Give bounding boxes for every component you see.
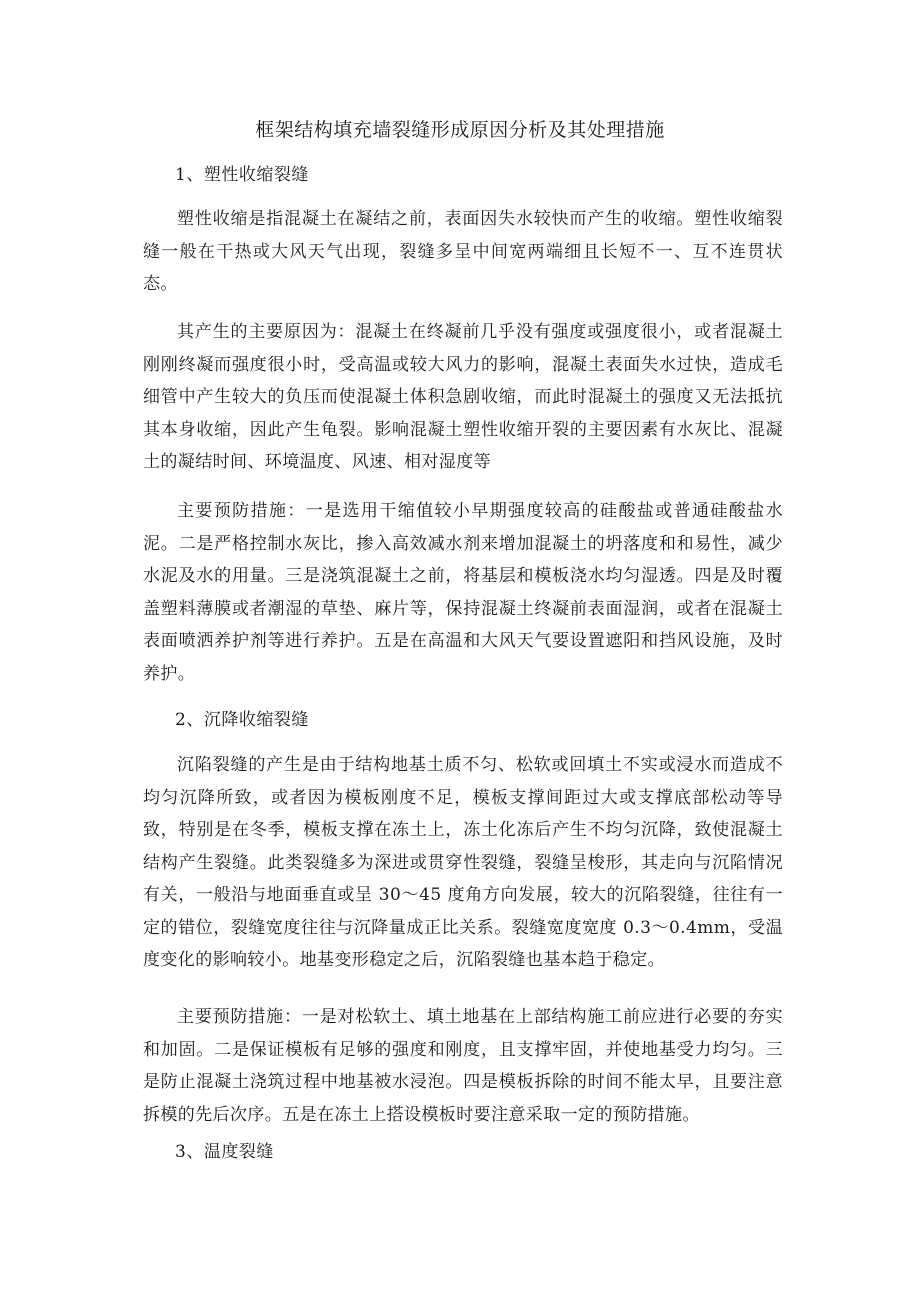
section-heading-2: 2、沉降收缩裂缝 [175, 710, 309, 730]
section-1-paragraph-1: 塑性收缩是指混凝土在凝结之前，表面因失水较快而产生的收缩。塑性收缩裂缝一般在干热或大风天气出现，裂缝多呈中间宽两端细且长短不一、互不连贯状态。 [143, 209, 783, 294]
section-1-paragraph-2: 其产生的主要原因为：混凝土在终凝前几乎没有强度或强度很小，或者混凝土刚刚终凝而强度很小时，受高温或较大风力的影响，混凝土表面失水过快，造成毛细管中产生较大的负压而使混凝土体积急剧收缩，而此时混凝土的强度又无法抵抗其本身收缩，因此产生龟裂。影响混凝土塑性收缩开裂的主要因素有水灰比、混凝土的凝结时间、环境温度、风速、相对湿度等 [143, 322, 783, 472]
section-heading-3: 3、温度裂缝 [175, 1142, 274, 1162]
document-title: 框架结构填充墙裂缝形成原因分析及其处理措施 [255, 119, 665, 141]
section-2-paragraph-2: 主要预防措施：一是对松软土、填土地基在上部结构施工前应进行必要的夯实和加固。二是保证模板有足够的强度和刚度，且支撑牢固，并使地基受力均匀。三是防止混凝土浇筑过程中地基被水浸泡。四是模板拆除的时间不能太早，且要注意拆模的先后次序。五是在冻土上搭设模板时要注意采取一定的预防措施。 [143, 1007, 783, 1125]
section-1-paragraph-3: 主要预防措施：一是选用干缩值较小早期强度较高的硅酸盐或普通硅酸盐水泥。二是严格控制水灰比，掺入高效减水剂来增加混凝土的坍落度和和易性，减少水泥及水的用量。三是浇筑混凝土之前，将基层和模板浇水均匀湿透。四是及时覆盖塑料薄膜或者潮湿的草垫、麻片等，保持混凝土终凝前表面湿润，或者在混凝土表面喷洒养护剂等进行养护。五是在高温和大风天气要设置遮阳和挡风设施，及时养护。 [143, 501, 783, 684]
section-heading-1: 1、塑性收缩裂缝 [175, 165, 309, 185]
section-2-paragraph-1: 沉陷裂缝的产生是由于结构地基土质不匀、松软或回填土不实或浸水而造成不均匀沉降所致，或者因为模板刚度不足，模板支撑间距过大或支撑底部松动等导致，特别是在冬季，模板支撑在冻土上，冻土化冻后产生不均匀沉降，致使混凝土结构产生裂缝。此类裂缝多为深进或贯穿性裂缝，裂缝呈梭形，其走向与沉陷情况有关，一般沿与地面垂直或呈 30～45 度角方向发展，较大的沉陷裂缝，往往有一定的错位，裂缝宽度往往与沉降量成正比关系。裂缝宽度宽度 0.3～0.4mm，受温度变化的影响较小。地基变形稳定之后，沉陷裂缝也基本趋于稳定。 [143, 755, 783, 970]
